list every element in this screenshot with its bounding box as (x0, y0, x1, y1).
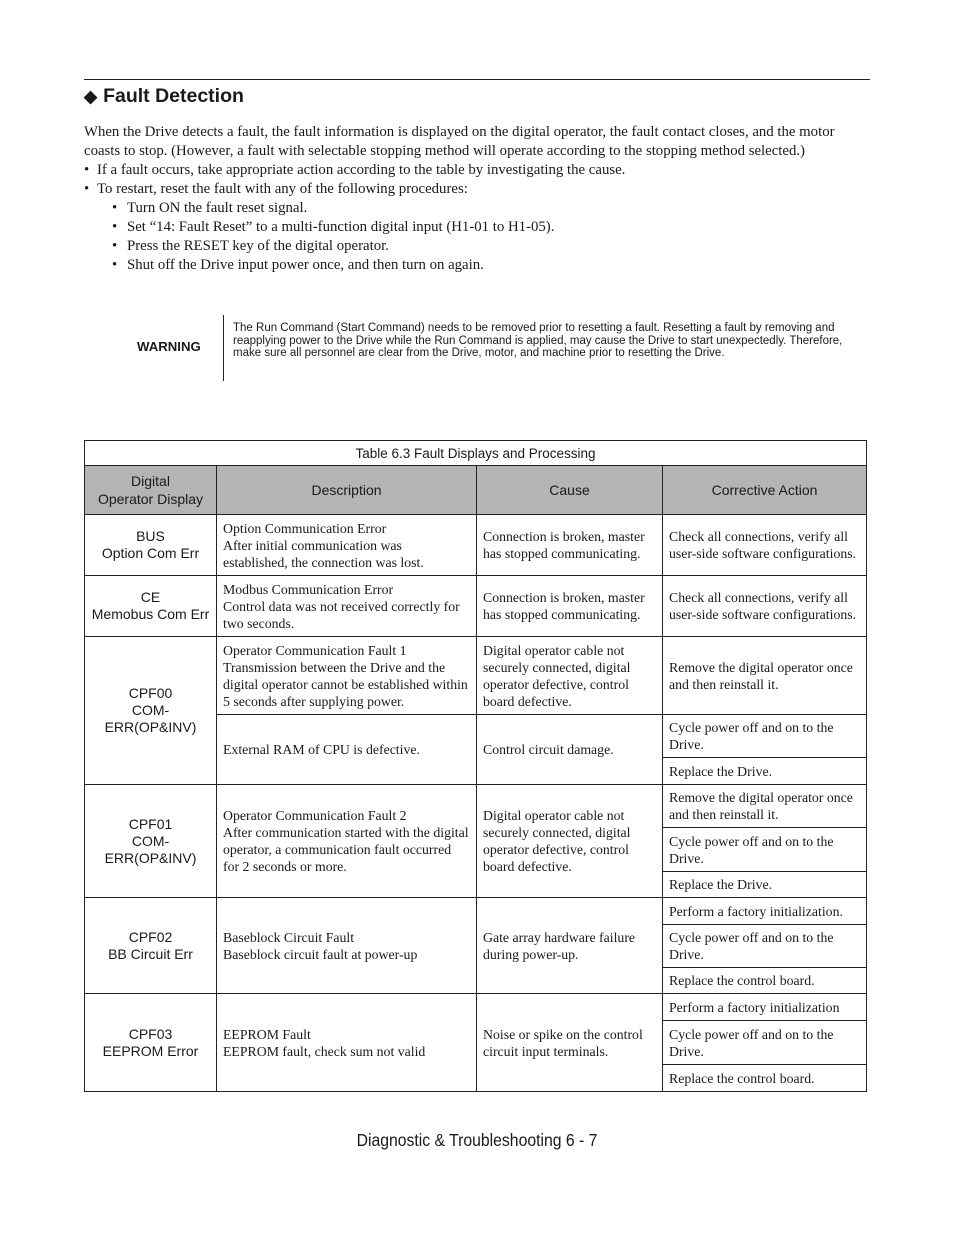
fault-cause: Digital operator cable not securely connected, digital operator defective, control board defective. (477, 785, 663, 898)
table-row (85, 994, 867, 1021)
bullet-item: • To restart, reset the fault with any of the following procedures: (84, 180, 874, 199)
fault-action: Cycle power off and on to the Drive. (663, 925, 867, 968)
warning-label: WARNING (137, 339, 201, 354)
table-row (85, 785, 867, 828)
section-heading (84, 83, 244, 110)
section-title: Fault Detection (103, 85, 244, 107)
column-header-cause: Cause (477, 466, 663, 515)
body-text (84, 123, 874, 275)
sub-bullet-item: • Press the RESET key of the digital operator. (112, 237, 874, 256)
fault-cause: Connection is broken, master has stopped communicating. (477, 515, 663, 576)
column-header-action: Corrective Action (663, 466, 867, 515)
fault-description: EEPROM Fault EEPROM fault, check sum not valid (217, 994, 477, 1092)
sub-bullet-item: • Set “14: Fault Reset” to a multi-function digital input (H1-01 to H1-05). (112, 218, 874, 237)
table-caption-row (85, 441, 867, 466)
fault-cause: Digital operator cable not securely connected, digital operator defective, control board defective. (477, 637, 663, 715)
fault-display: CE Memobus Com Err (85, 576, 217, 637)
fault-description: Operator Communication Fault 1 Transmission between the Drive and the digital operator cannot be established within 5 seconds after supplying power. (217, 637, 477, 715)
fault-description: Operator Communication Fault 2 After communication started with the digital operator, a communication fault occurred for 2 seconds or more. (217, 785, 477, 898)
fault-action: Cycle power off and on to the Drive. (663, 828, 867, 872)
fault-display: BUS Option Com Err (85, 515, 217, 576)
column-header-description: Description (217, 466, 477, 515)
fault-action: Check all connections, verify all user-side software configurations. (663, 576, 867, 637)
fault-description: External RAM of CPU is defective. (217, 715, 477, 785)
table-header-row (85, 466, 867, 515)
warning-text: The Run Command (Start Command) needs to be removed prior to resetting a fault. Resetting a fault by removing and reapplying power to the Drive while the Run Command is applied, may cause the Drive to start unexpectedly. Therefore, make sure all personnel are clear from the Drive, motor, and machine prior to resetting the Drive. (233, 322, 843, 359)
fault-action: Perform a factory initialization. (663, 898, 867, 925)
fault-action: Remove the digital operator once and then reinstall it. (663, 785, 867, 828)
bullet-item: • If a fault occurs, take appropriate action according to the table by investigating the cause. (84, 161, 874, 180)
fault-display: CPF01 COM-ERR(OP&INV) (85, 785, 217, 898)
fault-action: Perform a factory initialization (663, 994, 867, 1021)
intro-paragraph: When the Drive detects a fault, the fault information is displayed on the digital operator, the fault contact closes, and the motor coasts to stop. (However, a fault with selectable stopping method will operate according to the stopping method selected.) (84, 124, 835, 159)
fault-display: CPF02 BB Circuit Err (85, 898, 217, 994)
sub-bullet-item: • Turn ON the fault reset signal. (112, 199, 874, 218)
fault-cause: Connection is broken, master has stopped communicating. (477, 576, 663, 637)
sub-bullet-item: • Shut off the Drive input power once, and then turn on again. (112, 256, 874, 275)
fault-cause: Control circuit damage. (477, 715, 663, 785)
fault-table (84, 440, 867, 1092)
fault-description: Baseblock Circuit Fault Baseblock circuit fault at power-up (217, 898, 477, 994)
table-row (85, 576, 867, 637)
fault-description: Modbus Communication Error Control data was not received correctly for two seconds. (217, 576, 477, 637)
table-row (85, 637, 867, 715)
fault-action: Remove the digital operator once and then reinstall it. (663, 637, 867, 715)
fault-action: Replace the Drive. (663, 758, 867, 785)
table-caption: Table 6.3 Fault Displays and Processing (85, 441, 867, 466)
fault-display: CPF03 EEPROM Error (85, 994, 217, 1092)
column-header-display: Digital Operator Display (85, 466, 217, 515)
header-rule (84, 79, 870, 80)
fault-action: Replace the Drive. (663, 872, 867, 898)
bullet-list (84, 161, 874, 275)
table-row (85, 515, 867, 576)
fault-action: Cycle power off and on to the Drive. (663, 715, 867, 758)
warning-divider (223, 315, 224, 381)
fault-action: Check all connections, verify all user-side software configurations. (663, 515, 867, 576)
fault-action: Cycle power off and on to the Drive. (663, 1021, 867, 1065)
fault-action: Replace the control board. (663, 1065, 867, 1092)
diamond-icon: ◆ (84, 87, 98, 106)
fault-display: CPF00 COM-ERR(OP&INV) (85, 637, 217, 785)
page-footer: Diagnostic & Troubleshooting 6 - 7 (356, 1130, 598, 1150)
table-row (85, 898, 867, 925)
fault-cause: Noise or spike on the control circuit input terminals. (477, 994, 663, 1092)
fault-description: Option Communication Error After initial communication was established, the connection was lost. (217, 515, 477, 576)
fault-cause: Gate array hardware failure during power-up. (477, 898, 663, 994)
fault-action: Replace the control board. (663, 968, 867, 994)
